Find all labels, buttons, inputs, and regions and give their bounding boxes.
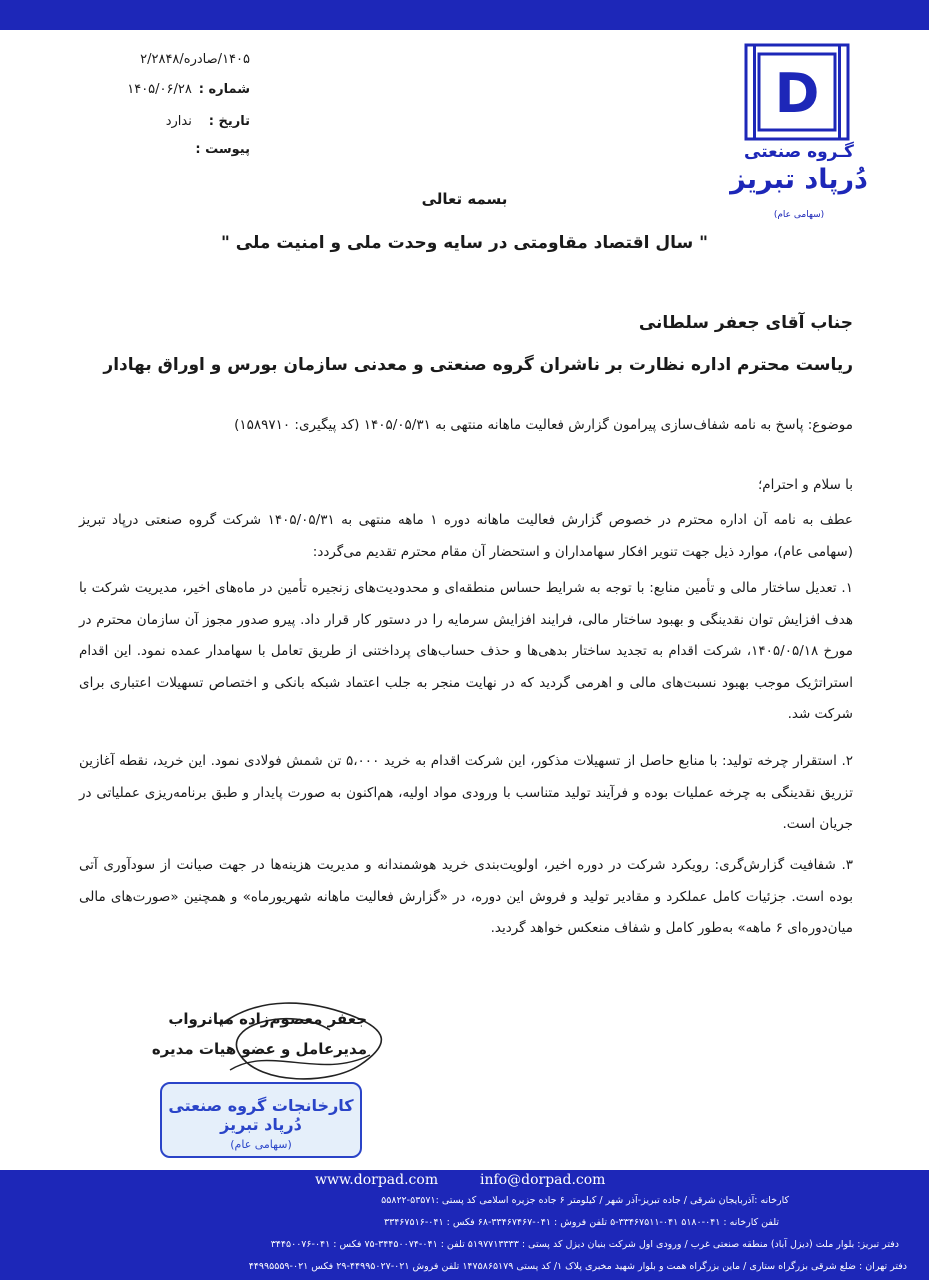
paragraph-text: ۳. شفافیت گزارش‌گری: رویکرد شرکت در دوره اخیر، اولویت‌بندی خرید هوشمندانه و مدیریت هزینه‌ها در جهت صیانت از سودآوری آتی بوده است. جزئیات کامل عملکرد و مقادیر تولید و فروش این دوره، در «گزارش فعالیت ماهانه شهریورماه» و همچنین «صورت‌های مالی میان‌دوره‌ای ۶ ماهه» به‌طور کامل و شفاف منعکس خواهد گردید. [79, 857, 853, 936]
meta-number-value-row [140, 52, 250, 67]
logo-group-text: گـروه صنعتی [744, 142, 854, 162]
meta-attachment-row [195, 142, 250, 157]
footer-factory-address: کارخانه :آذربایجان شرقی / جاده تبریز-آذر شهر / کیلومتر ۶ جاده جزیره اسلامی کد پستی :۵۳۵۷۱-۵۵۸۲۲ [381, 1195, 789, 1206]
footer [0, 1170, 929, 1280]
logo-sub-text: (سهامی عام) [773, 210, 825, 220]
subject-line: موضوع: پاسخ به نامه شفاف‌سازی پیرامون گزارش فعالیت ماهانه منتهی به ۱۴۰۵/۰۵/۳۱ (کد پیگیری: ۱۵۸۹۷۱۰) [234, 417, 853, 433]
date-label: تاریخ : [208, 114, 250, 129]
company-stamp [160, 1082, 362, 1158]
paragraph-text: ۱. تعدیل ساختار مالی و تأمین منابع: با توجه به شرایط حساس منطقه‌ای و محدودیت‌های زنجیره تأمین در ماه‌های اخیر، مدیریت شرکت با هدف افزایش توان نقدینگی و بهبود ساختار مالی، فرایند افزایش سرمایه را در دستور کار قرار داد. پیرو صدور مجوز آن سازمان محترم در مورخ ۱۴۰۵/۰۵/۱۸، شرکت اقدام به تجدید ساختار بدهی‌ها و حذف حساب‌های پرداختنی از طریق تعامل با سهامدار عمده نمود. این اقدام استراتژیک موجب بهبود نسبت‌های مالی و اهرمی گردید که در نهایت منجر به جلب اعتماد شبکه بانکی و اختصاص تسهیلات اعتباری برای شرکت شد. [79, 580, 853, 722]
bismillah: بسمه تعالی [421, 190, 508, 208]
attachment-label: پیوست : [195, 142, 250, 157]
attachment-value: ندارد [165, 114, 192, 129]
letter-number: ۱۴۰۵/صادره/۲/۲۸۴۸ [140, 52, 250, 67]
addressee-title: ریاست محترم اداره نظارت بر ناشران گروه صنعتی و معدنی سازمان بورس و اوراق بهادار [103, 355, 853, 375]
logo-brand-text: دُرپاد تبریز [730, 164, 868, 195]
paragraph-text: ۲. استقرار چرخه تولید: با منابع حاصل از تسهیلات مذکور، این شرکت اقدام به خرید ۵،۰۰۰ تن شمش فولادی نمود. این خرید، نقطه آغازین تزریق نقدینگی به چرخه عملیات بوده و فرآیند تولید متناسب با ورودی مواد اولیه، هم‌اکنون به صورت پایدار و طبق برنامه‌ریزی عملیاتی در جریان است. [79, 753, 854, 832]
header-band [0, 0, 929, 30]
logo-mark-icon [743, 42, 851, 142]
footer-factory-phones: تلفن کارخانه : ۰۴۱-۵۱۸۰ ۰۴۱-۳۳۴۶۷۵۱۱-۵ تلفن فروش : ۰۴۱-۳۳۴۶۷۴۶۷-۶۸ فکس : ۰۴۱-۳۳۴۶۷۵۱۶ [384, 1217, 779, 1228]
stamp-line-2: (سهامی عام) [230, 1138, 292, 1151]
greeting: با سلام و احترام؛ [757, 477, 853, 493]
signatory-title: مدیرعامل و عضو هیات مدیره [151, 1040, 367, 1058]
meta-number-row [127, 82, 250, 97]
footer-web-row [0, 1170, 929, 1192]
footer-website-link[interactable]: www.dorpad.com [315, 1172, 439, 1188]
body-paragraph-3 [79, 850, 853, 945]
body-paragraph-1 [79, 573, 853, 731]
letter-date: ۱۴۰۵/۰۶/۲۸ [127, 82, 192, 97]
logo-letter: D [774, 62, 820, 125]
footer-tabriz-office: دفتر تبریز: بلوار ملت (دیزل آباد) منطقه صنعتی غرب / ورودی اول شرکت بنیان دیزل کد پستی : ۵۱۹۷۷۱۳۳۳۳ تلفن : ۰۴۱-۳۴۴۵۰۰۷۴-۷۵ فکس : ۰۴۱-۳۴۴۵۰۰۷۶ [270, 1239, 899, 1250]
paragraph-text: عطف به نامه آن اداره محترم در خصوص گزارش فعالیت ماهانه دوره ۱ ماهه منتهی به ۱۴۰۵/۰۵/۳۱ شرکت گروه صنعتی درپاد تبریز (سهامی عام)، موارد ذیل جهت تنویر افکار سهامداران و استحضار آن مقام محترم تقدیم می‌گردد: [79, 512, 853, 560]
body-paragraph-intro [79, 505, 853, 568]
footer-email-link[interactable]: info@dorpad.com [480, 1172, 606, 1188]
addressee: جناب آقای جعفر سلطانی [638, 313, 853, 333]
company-logo [743, 42, 851, 142]
body-paragraph-2 [79, 746, 853, 841]
stamp-line-1: کارخانجات گروه صنعتی دُرپاد تبریز [168, 1096, 354, 1134]
meta-date-row [166, 114, 250, 129]
footer-tehran-office: دفتر تهران : ضلع شرقی بزرگراه ستاری / ماین بزرگراه همت و بلوار شهید مخبری پلاک ۱/ کد پستی ۱۴۷۵۸۶۵۱۷۹ تلفن فروش ۰۲۱-۴۴۹۹۵۰۲۷-۲۹ فکس ۰۲۱-۴۴۹۹۵۵۵۹ [248, 1261, 907, 1272]
year-slogan: " سال اقتصاد مقاومتی در سایه وحدت ملی و امنیت ملی " [221, 233, 708, 253]
number-label: شماره : [198, 82, 250, 97]
signatory-name: جعفر معصوم‌زاده میانرواب [168, 1010, 367, 1028]
